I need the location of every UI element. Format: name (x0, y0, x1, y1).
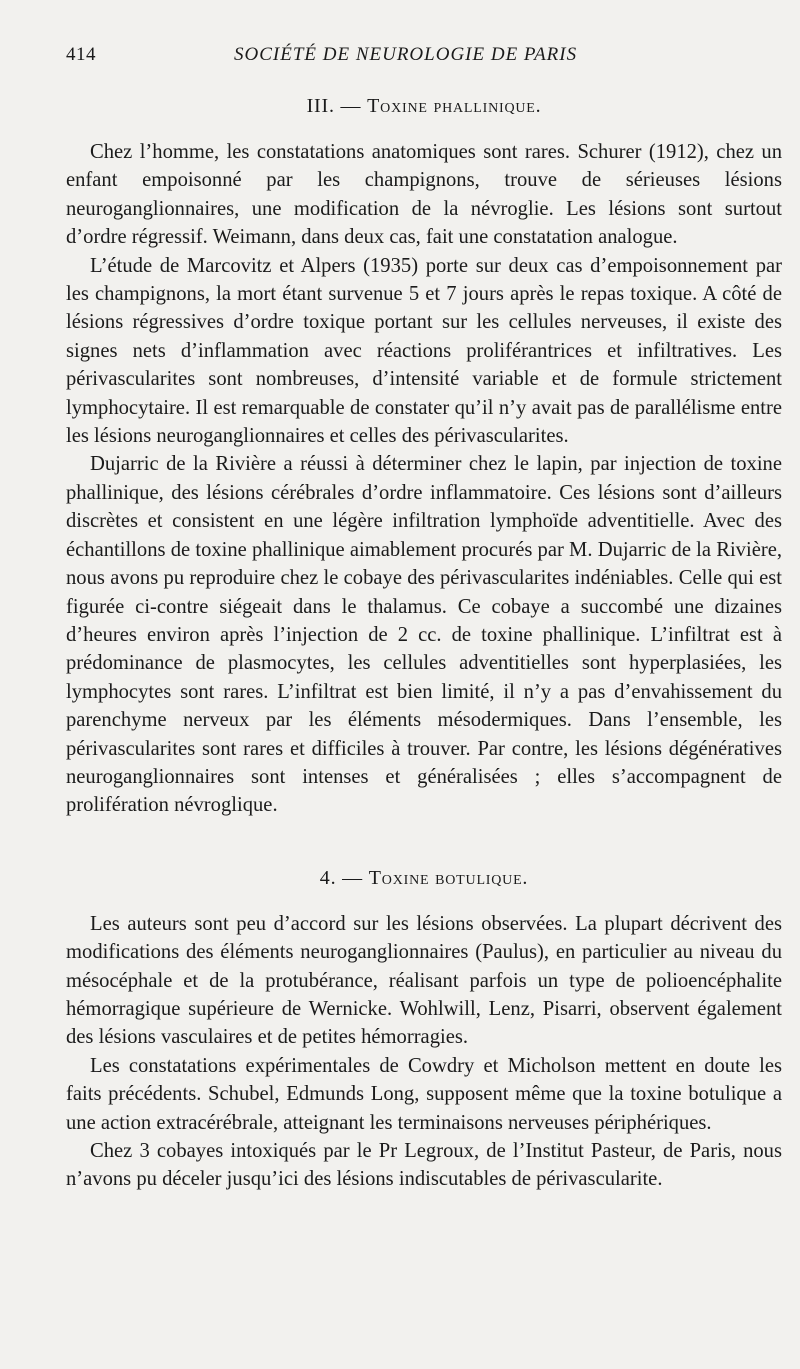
journal-title: SOCIÉTÉ DE NEUROLOGIE DE PARIS (234, 44, 578, 65)
page-body (66, 92, 782, 1194)
paragraph: Les auteurs sont peu d’accord sur les lésions observées. La plupart décrivent des modifications des éléments neuroganglionnaires (Paulus), en particulier au niveau du mésocéphale et de la protubérance, réalisant parfois un type de polioencéphalite hémorragique supérieure de Wernicke. Wohlwill, Lenz, Pisarri, observent également des lésions vasculaires et de petites hémorragies. (66, 912, 782, 1049)
section-title-phallinique (66, 92, 782, 120)
paragraph: Les constatations expérimentales de Cowdry et Micholson mettent en doute les faits précédents. Schubel, Edmunds Long, supposent même que la toxine botulique a une action extracérébrale, atteignant les terminaisons nerveuses périphériques. (66, 1054, 782, 1134)
paragraph: Dujarric de la Rivière a réussi à déterminer chez le lapin, par injection de toxine phallinique, des lésions cérébrales d’ordre inflammatoire. Ces lésions sont d’ailleurs discrètes et consistent en une légère infiltration lymphoïde adventitielle. Avec des échantillons de toxine phallinique aimablement procurés par M. Dujarric de la Rivière, nous avons pu reproduire chez le cobaye des périvascularites indéniables. Celle qui est figurée ci-contre siégeait dans le thalamus. Ce cobaye a succombé une dizaines d’heures environ après l’injection de 2 cc. de toxine phallinique. L’infiltrat est à prédominance de plasmocytes, les cellules adventitielles sont hyperplasiées, les lymphocytes sont rares. L’infiltrat est bien limité, il n’y a pas d’envahissement du parenchyme nerveux par les éléments mésodermiques. Dans l’ensemble, les périvascularites sont rares et difficiles à trouver. Par contre, les lésions dégénératives neuroganglionnaires sont intenses et généralisées ; elles s’accompagnent de prolifération névroglique. (66, 453, 782, 817)
paragraph: L’étude de Marcovitz et Alpers (1935) porte sur deux cas d’empoisonnement par les champignons, la mort étant survenue 5 et 7 jours après le repas toxique. A côté de lésions régressives d’ordre toxique portant sur les cellules nerveuses, il existe des signes nets d’inflammation avec réactions proliférantrices et infiltratives. Les périvascularites sont nombreuses, d’intensité variable et de formule strictement lymphocytaire. Il est remarquable de constater qu’il n’y avait pas de parallélisme entre les lésions neuroganglionnaires et celles des périvascularites. (66, 254, 782, 448)
paragraph: Chez l’homme, les constatations anatomiques sont rares. Schurer (1912), chez un enfant empoisonné par les champignons, trouve de sérieuses lésions neuroganglionnaires, une modification de la névroglie. Les lésions sont surtout d’ordre régressif. Weimann, dans deux cas, fait une constatation analogue. (66, 141, 782, 249)
section-number: 4. — (319, 866, 369, 889)
running-head (66, 44, 756, 74)
section-number: III. — (306, 95, 368, 117)
paragraph: Chez 3 cobayes intoxiqués par le Pr Legroux, de l’Institut Pasteur, de Paris, nous n’avons pu déceler jusqu’ici des lésions indiscutables de périvascularite. (66, 1140, 782, 1191)
section-title-botulique (66, 864, 782, 892)
section-heading: Toxine botulique. (368, 866, 529, 889)
section-heading: Toxine phallinique. (367, 95, 542, 117)
page-number: 414 (66, 44, 96, 65)
